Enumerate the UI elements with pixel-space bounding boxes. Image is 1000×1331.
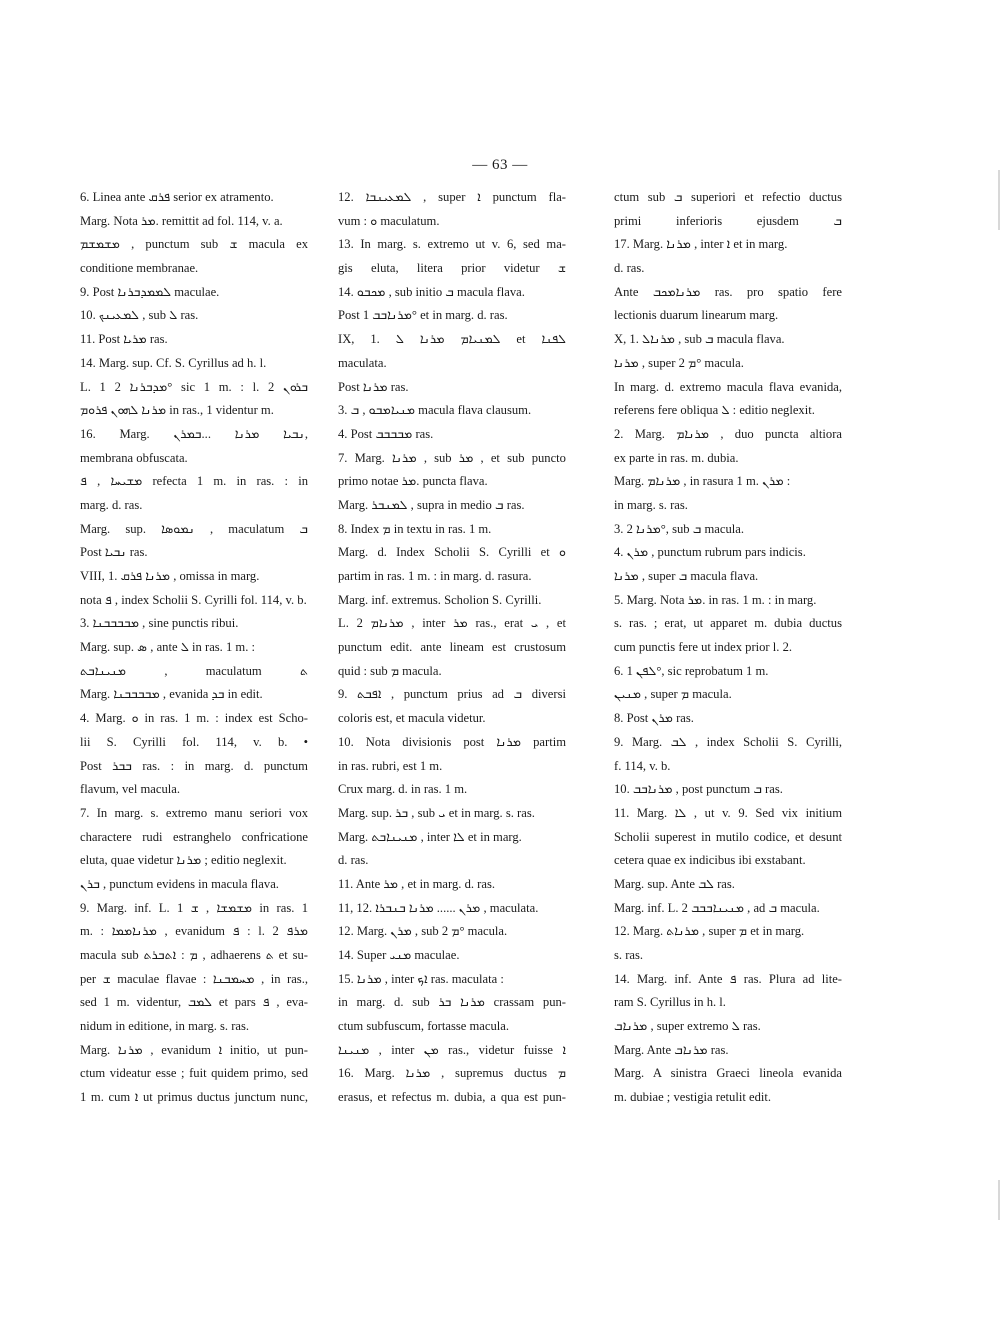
text-line: 6. ܠܦܢ 1°, sic reprobatum 1 m.	[614, 663, 769, 678]
text-line: 9. Marg. ܠܒ , index Scholii S. Cyrilli,	[614, 734, 842, 749]
text-line: Marg. inf. L. 2 ܡܢܝܢܐܒܒܒ , ad ܒ macula.	[614, 900, 820, 915]
text-line: erasus, et refectus m. dubia, a qua est pun-	[338, 1090, 566, 1105]
text-line: 10. Nota divisionis post ܡܪܢܐ partim	[338, 734, 566, 749]
text-line: 2. Marg. ܡܪܢܐܡ , duo puncta altiora	[614, 426, 842, 441]
text-line: Post ܢܒܝܐ ras.	[80, 545, 148, 560]
text-line: charactere rudi estranghelo confricatione	[80, 829, 308, 844]
text-line: ܡܪܢܐܒ , super extremo ܠ ras.	[614, 1019, 761, 1034]
text-line: 8. Post ܡܪܢ ras.	[614, 711, 694, 726]
text-line: Scholii superest in mutilo codice, et desunt	[614, 829, 842, 844]
text-line: 9. Post ܠܡܡܕܒܪܢܐ maculae.	[80, 284, 220, 299]
text-line: ctum sub ܒ superiori et refectio ductus	[614, 190, 842, 204]
text-line: Crux marg. d. in ras. 1 m.	[338, 782, 468, 797]
text-line: 5. Marg. Nota ܡܪ. in ras. 1 m. : in marg.	[614, 592, 817, 607]
text-line: m. : ܡܪܢܐܡܡܐ , evanidum ܦ : l. 2 ܡܪܦ	[80, 924, 308, 939]
text-line: ctum subfuscum, fortasse macula.	[338, 1019, 510, 1034]
text-line: 12. ܠܡܥܝܢܒܐ , super ܐ punctum fla-	[338, 190, 566, 204]
text-line: primo notae ܡܪ. puncta flava.	[338, 474, 488, 489]
text-line: lectionis duarum linearum marg.	[614, 308, 779, 323]
text-line: Marg. ܡܪܢܐܡ , in rasura 1 m. ܡܪܢ :	[614, 474, 791, 489]
text-line: 11. Ante ܡܪ , et in marg. d. ras.	[338, 876, 495, 891]
text-line: partim in ras. 1 m. : in marg. d. rasura.	[338, 569, 532, 583]
text-line: 9. Marg. inf. L. 1 ܡܫܡܫܐ , ܫ in ras. 1	[80, 900, 308, 915]
text-line: Post ܡܪܢܐܒܒ 1° et in marg. d. ras.	[338, 308, 508, 323]
text-line: 13. In marg. s. extremo ut v. 6, sed ma-	[338, 237, 566, 252]
text-line: Marg. ܠܡܢܒܪ , supra in medio ܒ ras.	[338, 497, 525, 512]
text-line: 14. Marg. sup. Cf. S. Cyrillus ad h. l.	[80, 355, 267, 370]
text-line: referens fere obliqua ܠ : editio neglexit.	[614, 403, 815, 418]
text-column-3	[614, 186, 842, 1110]
text-line: macula sub ܡ : ܐܬܒܪܬ , adhaerens ܬ et su-	[80, 948, 308, 962]
text-line: ܡܫܡܫܡ , punctum sub ܫ macula ex	[80, 237, 308, 252]
text-line: VIII, 1. ܡܪܢܐ ܦܪܩ , omissa in marg.	[80, 569, 260, 583]
text-line: Marg. sup. ܣ , ante ܠ in ras. 1 m. :	[80, 640, 256, 655]
text-line: 11. Marg. ܠܐ , ut v. 9. Sed vix initium	[614, 805, 842, 820]
page-number: — 63 —	[472, 157, 528, 173]
text-line: conditione membranae.	[80, 261, 199, 276]
text-line: Marg. sup. ܢܡܘܣܐ , maculatum ܒ	[80, 521, 308, 536]
text-line: 15. ܡܪܢܐ , inter ܐܟ ras. maculata :	[338, 971, 504, 986]
text-line: 7. Marg. ܡܪܢܐ , sub ܡܪ , et sub puncto	[338, 450, 566, 465]
text-line: 6. Linea ante ܦܪܩ serior ex atramento.	[80, 190, 274, 204]
text-line: 10. ܠܡܥܝܢܟ , sub ܠ ras.	[80, 308, 199, 323]
text-line: Post ܒܒܪ ras. : in marg. d. punctum	[80, 758, 308, 773]
text-line: f. 114, v. b.	[614, 758, 671, 773]
text-line: In marg. d. extremo macula flava evanida,	[614, 379, 842, 394]
text-line: in marg. d. sub ܡܪܢܐ ܒܪ crassam pun-	[338, 995, 566, 1010]
text-line: vum : ܘ maculatum.	[338, 213, 440, 228]
text-line: gis eluta, litera prior videtur ܫ	[338, 261, 566, 276]
text-line: flavum, vel macula.	[80, 782, 181, 797]
text-line: 12. Marg. ܡܪܢ , sub ܡ 2° macula.	[338, 924, 508, 939]
text-line: cum punctis fere ut index prior l. 2.	[614, 640, 793, 655]
text-line: lii S. Cyrilli fol. 114, v. b. •	[80, 734, 308, 749]
text-line: quid : sub ܡ macula.	[338, 663, 442, 678]
text-line: 1 m. cum ܐ ut primus ductus junctum nunc,	[80, 1090, 308, 1105]
text-line: Marg. d. Index Scholii S. Cyrilli et ܘ	[338, 545, 566, 560]
text-line: m. dubiae ; vestigia retulit edit.	[614, 1090, 772, 1105]
text-line: X, 1. ܡܪܢܐܠ , sub ܒ macula flava.	[614, 332, 785, 347]
text-line: ctum videatur esse ; fuit quidem primo, sed	[80, 1066, 308, 1081]
text-line: 4. ܡܪܢ , punctum rubrum pars indicis.	[614, 545, 806, 560]
text-line: s. ras. ; erat, ut apparet m. dubia ductus	[614, 616, 842, 631]
text-line: 3. ܡܪܢܐ 2°, sub ܒ macula.	[614, 521, 745, 536]
text-line: Marg. Nota ܡܪ. remittit ad fol. 114, v. a.	[80, 213, 283, 228]
text-line: coloris est, et macula videtur.	[338, 711, 486, 726]
text-line: 3. ܡܢܝܐܡܒܘ , ܒ macula flava clausum.	[338, 403, 532, 418]
text-line: s. ras.	[614, 948, 644, 962]
text-line: in marg. s. ras.	[614, 497, 688, 512]
text-line: Marg. inf. extremus. Scholion S. Cyrilli.	[338, 592, 542, 607]
text-line: 17. Marg. ܡܪܢܐ , inter ܐ et in marg.	[614, 237, 788, 252]
text-line: ܡܢܝܢ , super ܡ macula.	[614, 687, 732, 702]
text-line: 16. Marg. ܢܒܝܐ ܡܪܢܐ ...ܒܡܪܢ,	[80, 426, 308, 441]
text-line: ram S. Cyrillus in h. l.	[614, 995, 726, 1010]
text-line: Marg. ܡܒܒܒܒܢܐ , evanida ܒܕ in edit.	[80, 687, 263, 702]
text-line: 4. Marg. ܘ in ras. 1 m. : index est Scho-	[80, 711, 308, 726]
text-line: Marg. ܡܢܝܢܐܒܬ , inter ܠܐ et in marg.	[338, 829, 522, 844]
text-line: d. ras.	[614, 261, 645, 276]
text-line: punctum edit. ante lineam est crustosum	[338, 640, 566, 655]
text-line: Marg. sup. Ante ܠܒ ras.	[614, 876, 735, 891]
text-line: 11. Post ܡܪܝܐ ras.	[80, 332, 168, 347]
text-line: 14. ܡܟܒܘ , sub initio ܒ macula flava.	[338, 284, 525, 299]
text-line: ܡܢܝܢܐܒܬ , maculatum ܬ	[80, 663, 308, 678]
text-line: d. ras.	[338, 853, 369, 868]
text-line: L. 1 ܡܕܒܪܢܐ 2° sic 1 m. : l. 2 ܒܪܘܢ	[80, 379, 308, 394]
text-line: nota ܦ , index Scholii S. Cyrilli fol. 114, v. b.	[80, 592, 307, 607]
text-line: cetera quae ex indicibus ibi exstabant.	[614, 853, 806, 868]
text-line: ܒܪܢ , punctum evidens in macula flava.	[80, 876, 279, 891]
text-line: membrana obfuscata.	[80, 450, 188, 465]
text-line: ܡܪܢܐ , super ܒ macula flava.	[614, 569, 759, 583]
text-line: L. 2 ܡܪܢܐܡ , inter ܡܪ ras., erat ܝ , et	[338, 616, 566, 631]
text-line: sed 1 m. videntur, ܠܡܒ et pars ܦ , evа-	[80, 995, 308, 1010]
text-line: in ras. rubri, est 1 m.	[338, 758, 443, 773]
text-line: Marg. A sinistra Graeci lineola evanida	[614, 1066, 842, 1081]
text-line: 14. Marg. inf. Ante ܦ ras. Plura ad lite-	[614, 971, 842, 986]
text-line: ܡܪܢܐ , super ܡ 2° macula.	[614, 355, 744, 370]
text-line: 12. Marg. ܡܪܢܐܬ , super ܡ et in marg.	[614, 924, 805, 939]
text-line: Marg. sup. ܒܪ , sub ܝ et in marg. s. ras.	[338, 805, 535, 820]
text-line: 11, 12. ܡܪܢ ...... ܡܪܢܐ ܒܢܒܪܐ , maculata.	[338, 900, 539, 915]
text-line: 10. ܡܪܢܐܒܒ , post punctum ܒ ras.	[614, 782, 783, 797]
text-line: per ܫ maculae flavae : ܡܚܡܒܢܐ , in ras.,	[80, 971, 308, 986]
text-line: Post ܡܪܢܐ ras.	[338, 379, 409, 394]
text-line: Marg. ܡܪܢܐ , evanidum ܐ initio, ut pun-	[80, 1042, 308, 1057]
text-line: nidum in editione, in marg. s. ras.	[80, 1019, 250, 1034]
text-line: marg. d. ras.	[80, 497, 143, 512]
text-line: primi inferioris ejusdem ܒ	[614, 213, 842, 228]
text-line: Ante ܡܪܢܐܡܟܒ ras. pro spatio fere	[614, 284, 842, 299]
text-line: 3. ܡܒܒܒܒܢܐ , sine punctis ribui.	[80, 616, 239, 631]
text-column-1	[80, 186, 308, 1110]
text-line: 7. In marg. s. extremo manu seriori vox	[80, 805, 308, 820]
text-line: eluta, quae videtur ܡܪܢܐ ; editio neglexit.	[80, 853, 287, 868]
text-line: ܡܫܝܚܐ , ܦ refecta 1 m. in ras. : in	[80, 474, 308, 489]
text-line: maculata.	[338, 355, 387, 370]
text-line: 16. Marg. ܡܪܢܐ , supremus ductus ܡ	[338, 1066, 566, 1081]
text-line: 8. Index ܡ in textu in ras. 1 m.	[338, 521, 492, 536]
text-line: Marg. Ante ܡܪܢܐܒ ras.	[614, 1042, 729, 1057]
text-line: ex parte in ras. m. dubia.	[614, 450, 739, 465]
text-line: IX, 1. ܠܡܢܝܐܡ ܡܪܢܐ ܠ et ܠܦܢܐ	[338, 332, 566, 347]
text-line: ܡܪܢܐ ܠܗܘܢ ܦܪܘܡ in ras., 1 videntur m.	[80, 403, 274, 418]
text-line: 9. ܐܦܒܬ , punctum prius ad ܒ diversi	[338, 687, 566, 702]
text-line: ܡܢܝܢܐ , inter ܡܢ ras., videtur fuisse ܐ	[338, 1042, 566, 1057]
text-line: 14. Super ܡܢܝ maculae.	[338, 948, 460, 962]
text-line: 4. Post ܡܒܒܒܒ ras.	[338, 426, 434, 441]
text-column-2	[338, 186, 566, 1110]
